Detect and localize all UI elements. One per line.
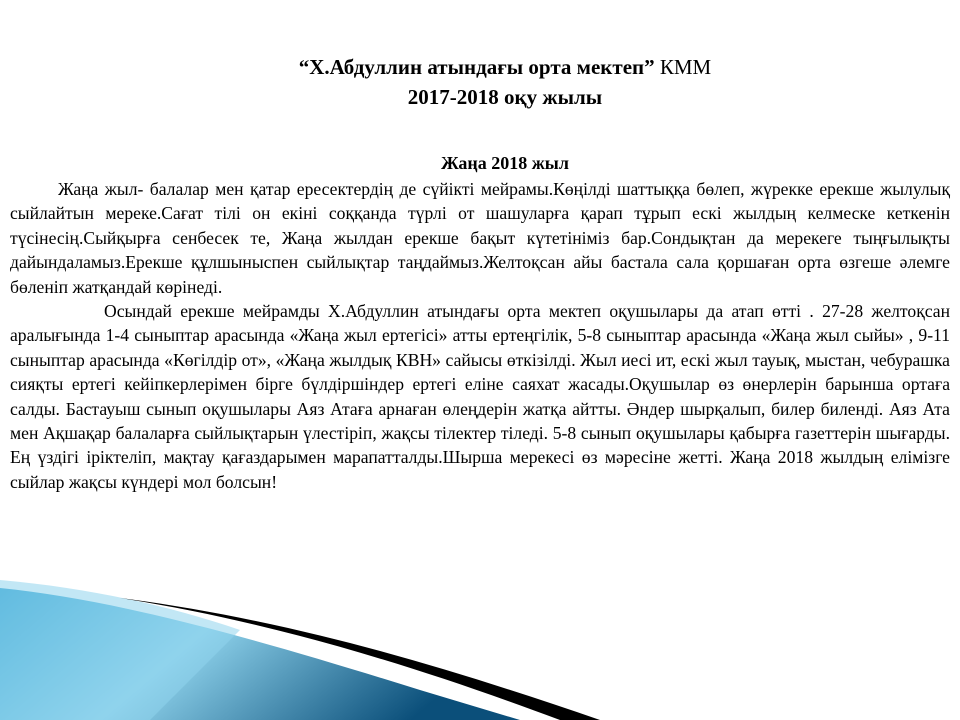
decorative-swoosh xyxy=(0,580,960,720)
article-paragraph-1: Жаңа жыл- балалар мен қатар ересектердің де сүйікті мейрамы.Көңілді шаттыққа бөлеп, жүрекке ерекше жылулық сыйлайтын мереке.Сағат тілі он екіні соққанда түрлі от шашуларға қарап тұрып ескі жылдың келмеске кеткенін түсінесің.Сыйқырға сенбесек те, Жаңа жылдан ерекше бақыт күтетініміз бар.Сондықтан да мерекеге тыңғылықты дайындаламыз.Ерекше құлшыныспен сыйлықтар таңдаймыз.Желтоқсан айы бастала сала қоршаған орта өзгеше әлемге бөленіп жатқандай көрінеді. xyxy=(10,179,950,297)
document-header xyxy=(0,52,960,112)
school-name: “Х.Абдуллин атындағы орта мектеп” xyxy=(298,55,655,79)
article-paragraph-2: Осындай ерекше мейрамды Х.Абдуллин атындағы орта мектеп оқушылары да атап өтті . 27-28 желтоқсан аралығында 1-4 сыныптар арасында «Жаңа жыл ертегісі» атты ертеңгілік, 5-8 сыныптар арасында «Жаңа жыл сыйы» , 9-11 сыныптар арасында «Көгілдір от», «Жаңа жылдық КВН» сайысы өткізілді. Жыл иесі ит, ескі жыл тауық, мыстан, чебурашка сияқты ертегі кейіпкерлерімен бірге бүлдіршіндер ертегі еліне саяхат жасады.Оқушылар өз өнерлерін барынша ортаға салды. Бастауыш сынып оқушылары Аяз Атаға арнаған өлеңдерін жатқа айтты. Әндер шырқалып, билер биленді. Аяз Ата мен Ақшақар балаларға сыйлықтарын үлестіріп, жақсы тілектер тіледі. 5-8 сынып оқушылары қабырға газеттерін шығарды. Ең үздігі іріктеліп, мақтау қағаздарымен марапатталды.Шырша мерекесі өз мәресіне жетті. Жаңа 2018 жылдың елімізге сыйлар жақсы күндері мол болсын! xyxy=(10,301,950,492)
school-title-line xyxy=(0,52,960,82)
article-body xyxy=(10,177,950,494)
academic-year: 2017-2018 оқу жылы xyxy=(407,85,603,109)
school-type: КММ xyxy=(659,55,712,79)
article-title: Жаңа 2018 жыл xyxy=(441,153,569,173)
